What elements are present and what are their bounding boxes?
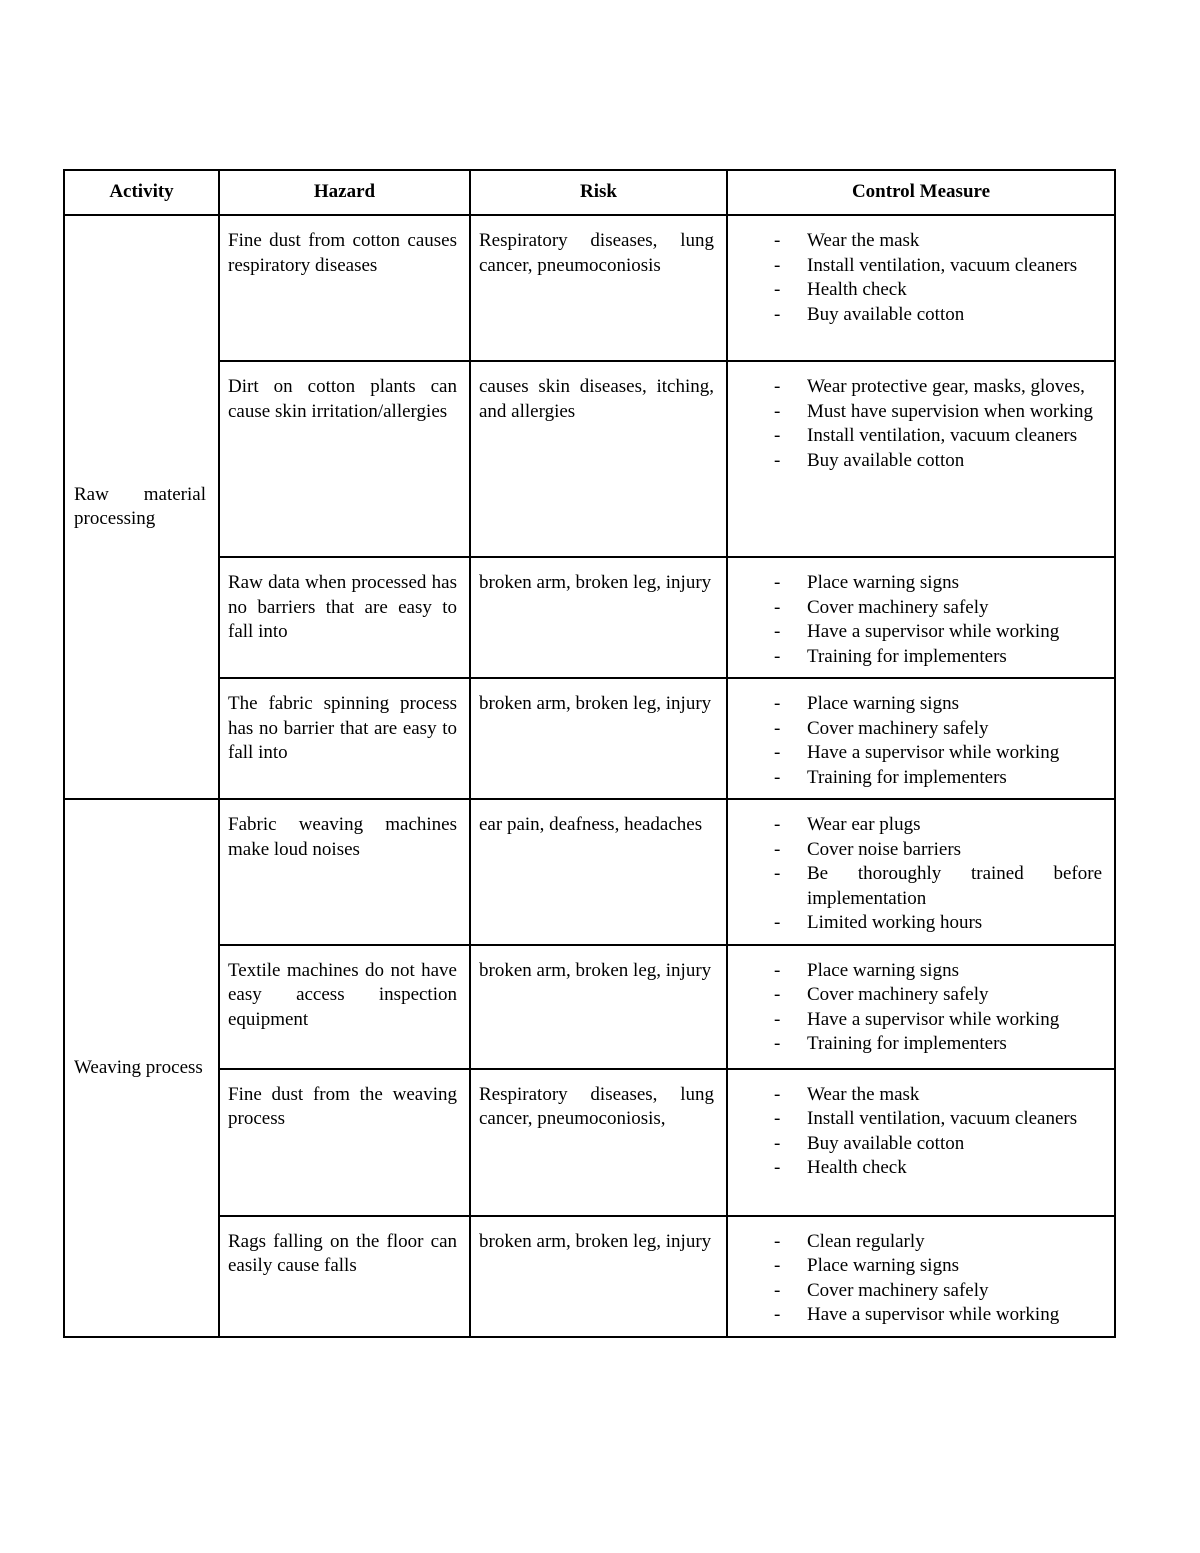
- control-measure-text: Health check: [807, 1157, 907, 1178]
- table-row: [64, 557, 1115, 678]
- table-body: [64, 215, 1115, 1337]
- control-measure-text: Cover machinery safely: [807, 596, 989, 618]
- list-item: [736, 620, 1102, 645]
- bullet-dash: -: [774, 838, 781, 860]
- bullet-dash: -: [774, 1279, 781, 1301]
- list-item: [736, 741, 1102, 766]
- list-item: [736, 375, 1102, 400]
- list-item: [736, 813, 1102, 838]
- list-item: [736, 717, 1102, 742]
- control-measure-list: [736, 229, 1102, 327]
- control-measure-text: Wear the mask: [807, 230, 920, 251]
- bullet-dash: -: [774, 766, 781, 788]
- table-row: [64, 215, 1115, 361]
- control-measure-text: Have a supervisor while working: [807, 621, 1060, 642]
- control-measure-text: Training for implementers: [807, 645, 1007, 667]
- risk-cell: ear pain, deafness, headaches: [470, 799, 727, 945]
- risk-cell: broken arm, broken leg, injury: [470, 678, 727, 799]
- control-measure-list: [736, 692, 1102, 790]
- list-item: [736, 229, 1102, 254]
- list-item: [736, 959, 1102, 984]
- list-item: [736, 596, 1102, 621]
- bullet-dash: -: [774, 693, 781, 714]
- control-measure-cell: [727, 1216, 1115, 1337]
- header-risk: Risk: [470, 170, 727, 215]
- list-item: [736, 1083, 1102, 1108]
- control-measure-cell: [727, 361, 1115, 557]
- bullet-dash: -: [774, 279, 781, 300]
- control-measure-text: Install ventilation, vacuum cleaners: [807, 1108, 1078, 1129]
- list-item: [736, 911, 1102, 936]
- control-measure-text: Have a supervisor while working: [807, 742, 1060, 763]
- control-measure-text: Cover machinery safely: [807, 1279, 989, 1301]
- table-row: [64, 799, 1115, 945]
- hazard-cell: Fabric weaving machines make loud noises: [219, 799, 470, 945]
- bullet-dash: -: [774, 1033, 781, 1054]
- control-measure-cell: [727, 799, 1115, 945]
- hazard-cell: The fabric spinning process has no barrier that are easy to fall into: [219, 678, 470, 799]
- risk-cell: Respiratory diseases, lung cancer, pneumoconiosis: [470, 215, 727, 361]
- control-measure-text: Training for implementers: [807, 1033, 1007, 1054]
- control-measure-text: Have a supervisor while working: [807, 1008, 1060, 1030]
- bullet-dash: -: [774, 254, 781, 276]
- bullet-dash: -: [774, 230, 781, 251]
- bullet-dash: -: [774, 572, 781, 593]
- control-measure-text: Place warning signs: [807, 1255, 959, 1276]
- control-measure-text: Have a supervisor while working: [807, 1304, 1060, 1325]
- control-measure-text: Be thoroughly trained before implementation: [807, 863, 1102, 909]
- list-item: [736, 1132, 1102, 1157]
- control-measure-text: Place warning signs: [807, 572, 959, 593]
- list-item: [736, 1107, 1102, 1132]
- bullet-dash: -: [774, 1083, 781, 1105]
- risk-cell: broken arm, broken leg, injury: [470, 945, 727, 1069]
- hazard-cell: Dirt on cotton plants can cause skin irritation/allergies: [219, 361, 470, 557]
- control-measure-cell: [727, 1069, 1115, 1216]
- control-measure-cell: [727, 678, 1115, 799]
- bullet-dash: -: [774, 645, 781, 667]
- list-item: [736, 1032, 1102, 1057]
- table-row: [64, 678, 1115, 799]
- header-control-measure: Control Measure: [727, 170, 1115, 215]
- table-row: [64, 1216, 1115, 1337]
- header-activity: Activity: [64, 170, 219, 215]
- control-measure-cell: [727, 215, 1115, 361]
- list-item: [736, 571, 1102, 596]
- bullet-dash: -: [774, 814, 781, 835]
- control-measure-text: Wear ear plugs: [807, 814, 921, 835]
- bullet-dash: -: [774, 1132, 781, 1154]
- list-item: [736, 1279, 1102, 1304]
- control-measure-text: Health check: [807, 279, 907, 300]
- control-measure-list: [736, 1083, 1102, 1181]
- list-item: [736, 862, 1102, 911]
- hazard-cell: Fine dust from the weaving process: [219, 1069, 470, 1216]
- bullet-dash: -: [774, 1304, 781, 1325]
- bullet-dash: -: [774, 376, 781, 397]
- risk-assessment-table: [63, 169, 1116, 1338]
- control-measure-text: Install ventilation, vacuum cleaners: [807, 254, 1078, 276]
- control-measure-text: Wear protective gear, masks, gloves,: [807, 376, 1085, 397]
- control-measure-text: Cover noise barriers: [807, 838, 962, 860]
- list-item: [736, 1008, 1102, 1033]
- bullet-dash: -: [774, 596, 781, 618]
- table-row: [64, 361, 1115, 557]
- risk-cell: broken arm, broken leg, injury: [470, 1216, 727, 1337]
- list-item: [736, 278, 1102, 303]
- hazard-cell: Raw data when processed has no barriers that are easy to fall into: [219, 557, 470, 678]
- list-item: [736, 692, 1102, 717]
- bullet-dash: -: [774, 621, 781, 642]
- list-item: [736, 424, 1102, 449]
- list-item: [736, 645, 1102, 670]
- control-measure-text: Place warning signs: [807, 959, 959, 981]
- list-item: [736, 1254, 1102, 1279]
- list-item: [736, 1156, 1102, 1181]
- control-measure-text: Cover machinery safely: [807, 984, 989, 1005]
- list-item: [736, 1230, 1102, 1255]
- risk-cell: causes skin diseases, itching, and allergies: [470, 361, 727, 557]
- table-header: [64, 170, 1115, 215]
- bullet-dash: -: [774, 400, 781, 422]
- activity-cell: Raw material processing: [64, 215, 219, 799]
- list-item: [736, 449, 1102, 474]
- risk-cell: broken arm, broken leg, injury: [470, 557, 727, 678]
- control-measure-text: Place warning signs: [807, 693, 959, 714]
- control-measure-list: [736, 571, 1102, 669]
- control-measure-text: Buy available cotton: [807, 303, 965, 325]
- list-item: [736, 1303, 1102, 1328]
- bullet-dash: -: [774, 1230, 781, 1252]
- bullet-dash: -: [774, 1108, 781, 1129]
- control-measure-text: Limited working hours: [807, 912, 983, 933]
- control-measure-text: Training for implementers: [807, 766, 1007, 788]
- bullet-dash: -: [774, 449, 781, 471]
- table-row: [64, 1069, 1115, 1216]
- list-item: [736, 400, 1102, 425]
- bullet-dash: -: [774, 1255, 781, 1276]
- bullet-dash: -: [774, 303, 781, 325]
- control-measure-cell: [727, 945, 1115, 1069]
- table-row: [64, 945, 1115, 1069]
- bullet-dash: -: [774, 425, 781, 446]
- bullet-dash: -: [774, 1157, 781, 1178]
- list-item: [736, 254, 1102, 279]
- header-row: [64, 170, 1115, 215]
- bullet-dash: -: [774, 984, 781, 1005]
- hazard-cell: Rags falling on the floor can easily cause falls: [219, 1216, 470, 1337]
- list-item: [736, 983, 1102, 1008]
- control-measure-text: Clean regularly: [807, 1230, 925, 1252]
- risk-cell: Respiratory diseases, lung cancer, pneumoconiosis,: [470, 1069, 727, 1216]
- activity-cell: Weaving process: [64, 799, 219, 1337]
- control-measure-list: [736, 959, 1102, 1057]
- list-item: [736, 838, 1102, 863]
- bullet-dash: -: [774, 959, 781, 981]
- bullet-dash: -: [774, 742, 781, 763]
- control-measure-list: [736, 813, 1102, 936]
- bullet-dash: -: [774, 717, 781, 739]
- hazard-cell: Fine dust from cotton causes respiratory diseases: [219, 215, 470, 361]
- control-measure-text: Buy available cotton: [807, 1132, 965, 1154]
- bullet-dash: -: [774, 1008, 781, 1030]
- control-measure-text: Wear the mask: [807, 1083, 920, 1105]
- control-measure-text: Install ventilation, vacuum cleaners: [807, 425, 1078, 446]
- list-item: [736, 766, 1102, 791]
- control-measure-text: Buy available cotton: [807, 449, 965, 471]
- control-measure-list: [736, 375, 1102, 473]
- bullet-dash: -: [774, 863, 781, 884]
- control-measure-text: Must have supervision when working: [807, 400, 1094, 422]
- bullet-dash: -: [774, 912, 781, 933]
- control-measure-text: Cover machinery safely: [807, 717, 989, 739]
- header-hazard: Hazard: [219, 170, 470, 215]
- control-measure-list: [736, 1230, 1102, 1328]
- hazard-cell: Textile machines do not have easy access inspection equipment: [219, 945, 470, 1069]
- list-item: [736, 303, 1102, 328]
- control-measure-cell: [727, 557, 1115, 678]
